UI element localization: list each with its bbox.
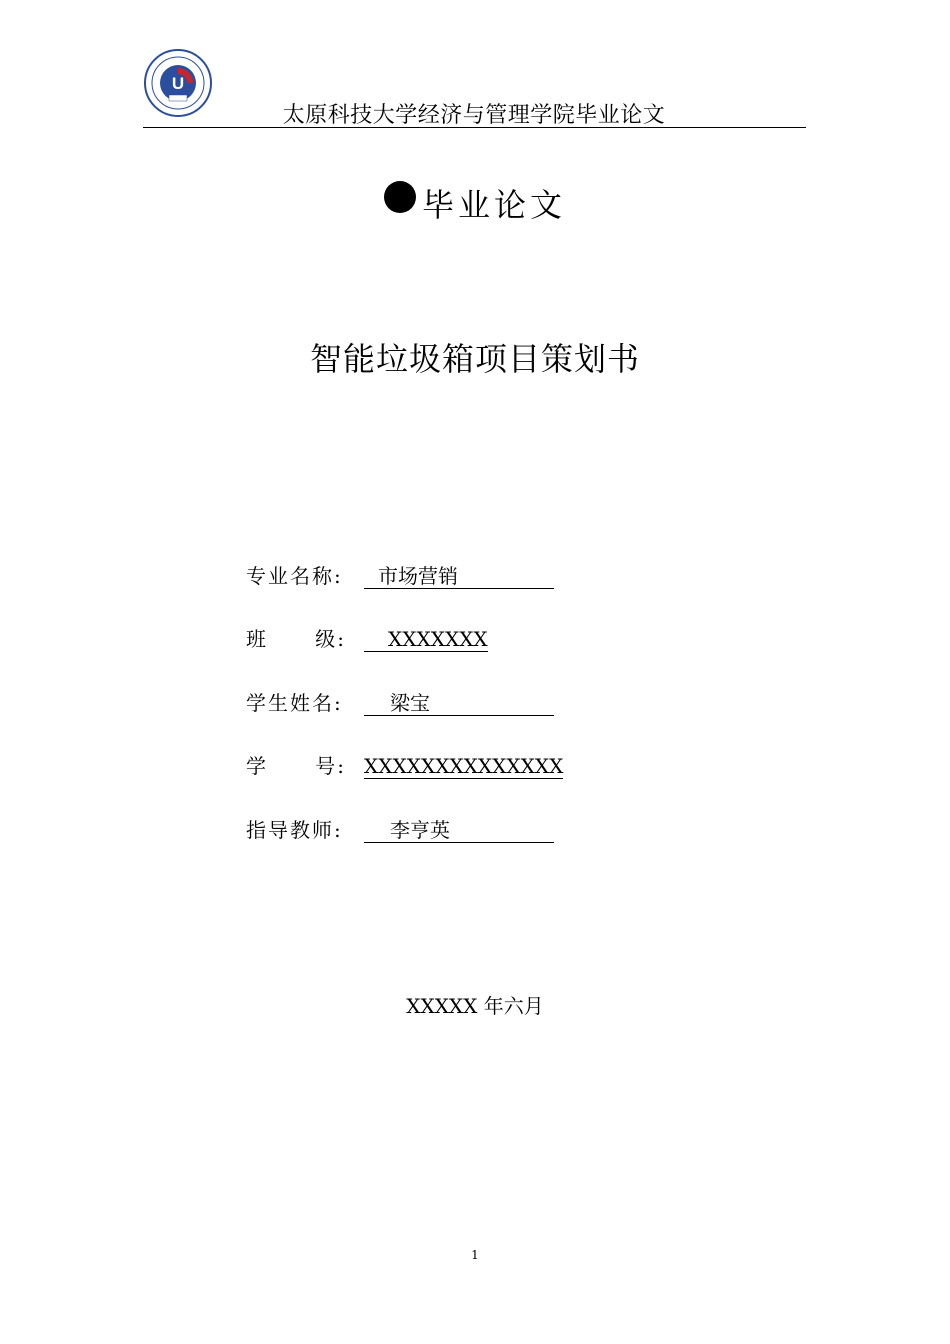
major-value: 市场营销 [364, 564, 554, 589]
class-label-first: 班 [246, 627, 268, 651]
info-row-major [246, 561, 554, 591]
student-id-label-first: 学 [246, 754, 268, 778]
document-type-label: 毕业论文 [421, 186, 566, 224]
header-divider [143, 127, 806, 128]
project-title: 智能垃圾箱项目策划书 [309, 340, 640, 378]
page-number: 1 [471, 1248, 479, 1262]
info-row-advisor [246, 815, 554, 845]
advisor-value: 李亨英 [364, 818, 554, 843]
info-row-class [246, 624, 488, 654]
student-id-label [246, 751, 364, 781]
student-id-label-second: 号: [315, 754, 346, 778]
bullet-icon [384, 181, 416, 213]
info-row-student-name [246, 688, 554, 718]
header-title: 太原科技大学经济与管理学院毕业论文 [282, 103, 666, 128]
student-id-value: XXXXXXXXXXXXXX [364, 754, 564, 778]
class-label-second: 级: [315, 627, 346, 651]
class-value: XXXXXXX [364, 627, 488, 652]
student-name-label: 学生姓名: [246, 691, 343, 715]
class-label [246, 624, 364, 654]
major-label: 专业名称: [246, 564, 343, 588]
info-row-student-id [246, 751, 563, 781]
student-name-value: 梁宝 [364, 691, 554, 716]
submission-date: XXXXX 年六月 [406, 994, 544, 1018]
document-type-heading [0, 180, 950, 226]
svg-text:U: U [171, 74, 185, 93]
advisor-label: 指导教师: [246, 818, 343, 842]
